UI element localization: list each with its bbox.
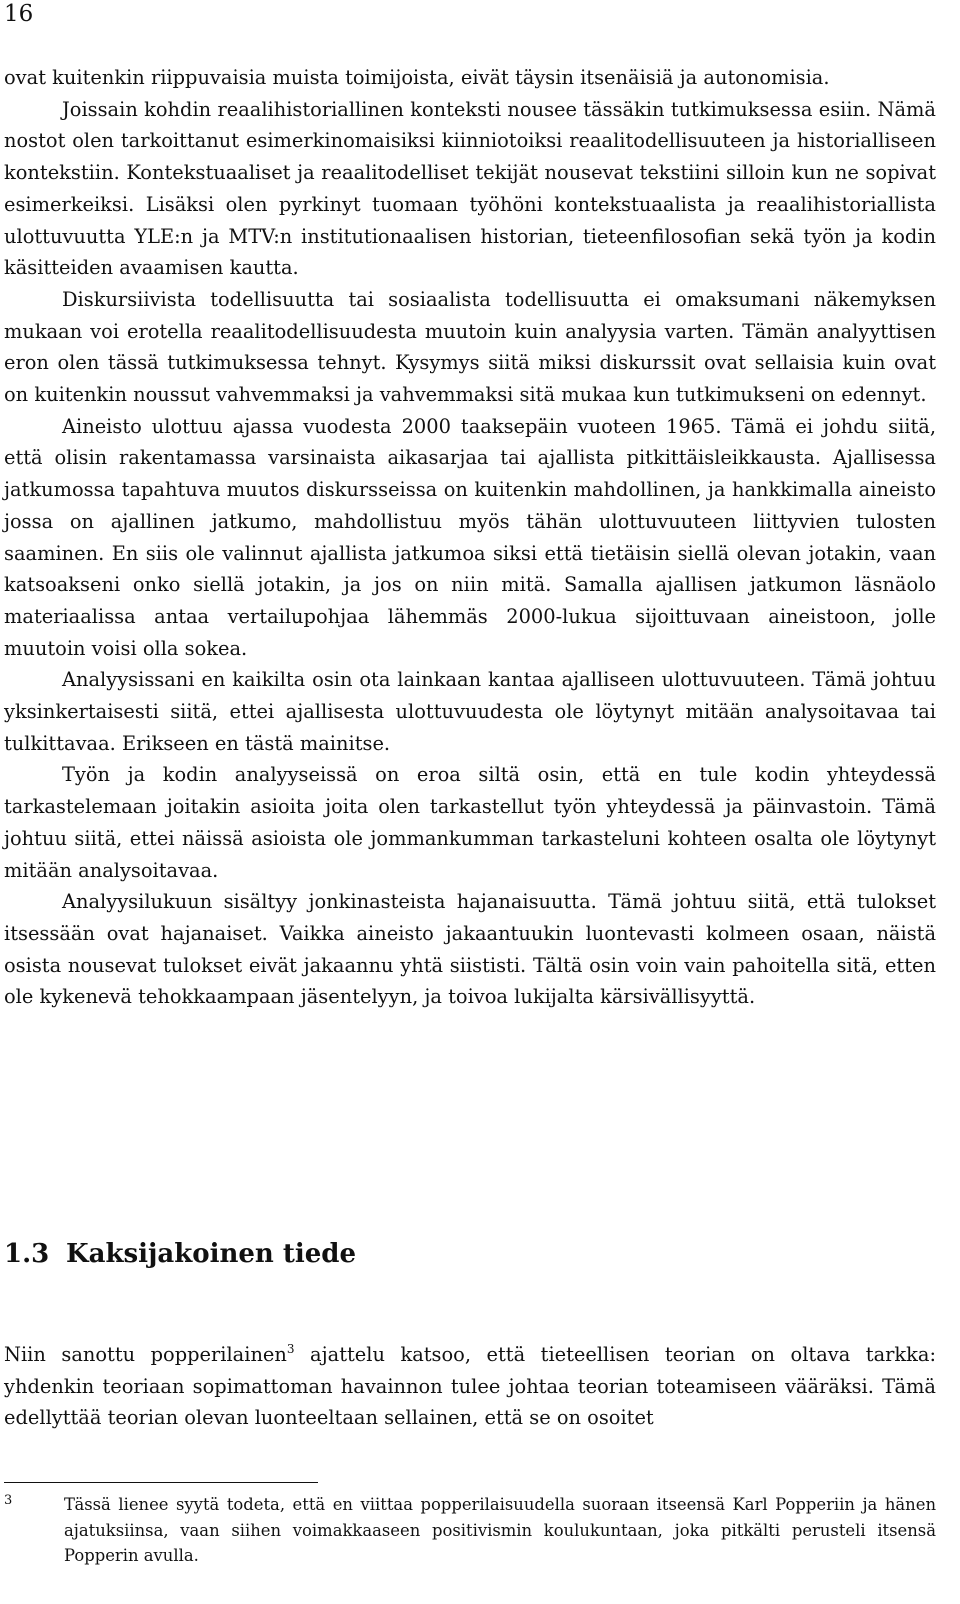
- paragraph: ovat kuitenkin riippuvaisia muista toimijoista, eivät täysin itsenäisiä ja autonomisia.: [4, 66, 830, 89]
- paragraph: [4, 1339, 936, 1434]
- section-number: 1.3: [4, 1239, 50, 1269]
- section-body: [4, 1339, 936, 1434]
- paragraph: Työn ja kodin analyyseissä on eroa siltä osin, että en tule kodin yhteydessä tarkastelemaan joitakin asioita joita olen tarkastellut työn yhteydessä ja päinvastoin. Tämä johtuu siitä, ettei näissä asioista ole jommankumman tarkasteluni kohteen osalta ole löytynyt mitään analysoitavaa.: [4, 763, 936, 882]
- footnote-divider: [4, 1482, 318, 1483]
- paragraph: Diskursiivista todellisuutta tai sosiaalista todellisuutta ei omaksumani näkemyksen mukaan voi erotella reaalitodellisuudesta muutoin kuin analyysia varten. Tämän analyyttisen eron olen tässä tutkimuksessa tehnyt. Kysymys siitä miksi diskurssit ovat sellaisia kuin ovat on kuitenkin noussut vahvemmaksi ja vahvemmaksi sitä mukaa kun tutkimukseni on edennyt.: [4, 287, 936, 407]
- footnote-reference[interactable]: 3: [286, 1342, 295, 1356]
- paragraph: Analyysilukuun sisältyy jonkinasteista hajanaisuutta. Tämä johtuu siitä, että tulokset itsessään ovat hajanaiset. Vaikka aineisto jakaantuukin luontevasti kolmeen osaan, näistä osista nousevat tulokset eivät jakaannu yhtä siististi. Tältä osin voin vain pahoitella sitä, etten ole kykenevä tehokkaampaan jäsentelyyn, ja toivoa lukijalta kärsivällisyyttä.: [4, 890, 936, 1009]
- paragraph: Analyysissani en kaikilta osin ota lainkaan kantaa ajalliseen ulottuvuuteen. Tämä johtuu yksinkertaisesti siitä, ettei ajallisesta ulottuvuudesta ole löytynyt mitään analysoitavaa tai tulkittavaa. Erikseen en tästä mainitse.: [4, 668, 936, 755]
- text-segment: Niin sanottu popperilainen: [4, 1343, 287, 1366]
- section-heading: [4, 1236, 356, 1272]
- section-title: Kaksijakoinen tiede: [66, 1239, 357, 1269]
- footnote: [4, 1492, 936, 1569]
- body-text: [4, 62, 936, 1013]
- footnote-number: 3: [4, 1493, 13, 1508]
- paragraph: Aineisto ulottuu ajassa vuodesta 2000 taaksepäin vuoteen 1965. Tämä ei johdu siitä, että olisin rakentamassa varsinaista aikasarjaa tai ajallista pitkittäisleikkausta. Ajallisessa jatkumossa tapahtuva muutos diskursseissa on kuitenkin mahdollinen, ja hankkimalla aineisto jossa on ajallinen jatkumo, mahdollistuu myös tähän ulottuvuuteen liittyvien tulosten saaminen. En siis ole valinnut ajallista jatkumoa siksi että tietäisin siellä olevan jotakin, vaan katsoakseni onko siellä jotakin, ja jos on niin mitä. Samalla ajallisen jatkumon läsnäolo materiaalissa antaa vertailupohjaa lähemmäs 2000-lukua sijoittuvaan aineistoon, jolle muutoin voisi olla sokea.: [4, 414, 936, 660]
- page-number: 16: [4, 1, 34, 27]
- paragraph: Joissain kohdin reaalihistoriallinen konteksti nousee tässäkin tutkimuksessa esiin. Nämä nostot olen tarkoittanut esimerkinomaisiksi kiinniotoiksi reaalitodellisuuteen ja historialliseen kontekstiin. Kontekstuaaliset ja reaalitodelliset tekijät nousevat tekstiini silloin kun ne sopivat esimerkeiksi. Lisäksi olen pyrkinyt tuomaan työhöni kontekstuaalista ja reaalihistoriallista ulottuvuutta YLE:n ja MTV:n institutionaalisen historian, tieteenfilosofian sekä työn ja kodin käsitteiden avaamisen kautta.: [4, 97, 936, 280]
- text-segment: ajattelu katsoo, että tieteellisen teorian on oltava tarkka: yhdenkin teoriaan sopimattoman havainnon tulee johtaa teorian toteamiseen vääräksi. Tämä edellyttää teorian olevan luonteeltaan sellainen, että se on osoitet: [4, 1343, 936, 1430]
- footnote-text: Tässä lienee syytä todeta, että en viittaa popperilaisuudella suoraan itseensä Karl Popperiin ja hänen ajatuksiinsa, vaan siihen voimakkaaseen positivismin koulukuntaan, joka pitkälti perusteli itsensä Popperin avulla.: [64, 1495, 936, 1565]
